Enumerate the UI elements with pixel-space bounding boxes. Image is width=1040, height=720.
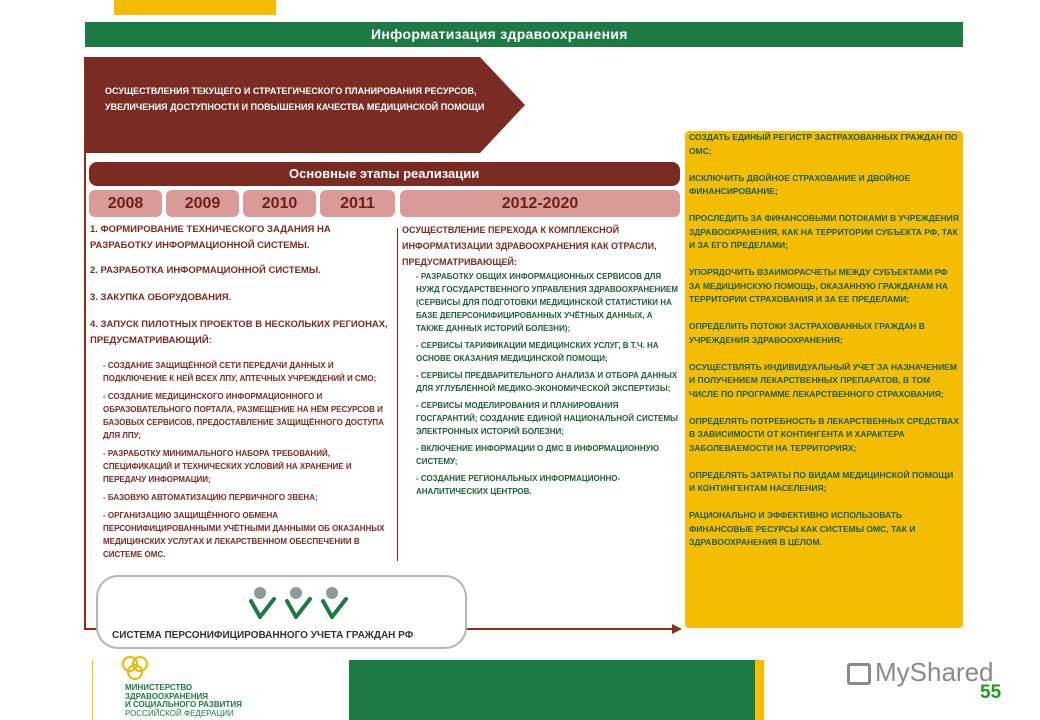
stage-item: 4. ЗАПУСК ПИЛОТНЫХ ПРОЕКТОВ В НЕСКОЛЬКИХ РЕГИОНАХ, ПРЕДУСМАТРИВАЮЩИЙ: <box>90 319 388 346</box>
right-heading: ОСУЩЕСТВЛЕНИЕ ПЕРЕХОДА К КОМПЛЕКСНОЙ ИНФОРМАТИЗАЦИИ ЗДРАВООХРАНЕНИЯ КАК ОТРАСЛИ, ПРЕДУСМАТРИВАЮЩЕЙ: <box>402 225 657 267</box>
goal-item: ИСКЛЮЧИТЬ ДВОЙНОЕ СТРАХОВАНИЕ И ДВОЙНОЕ ФИНАНСИРОВАНИЕ; <box>689 172 911 196</box>
year-2012-2020: 2012-2020 <box>400 190 680 217</box>
year-2009: 2009 <box>166 190 239 217</box>
column-divider <box>397 228 398 561</box>
sub-item: - РАЗРАБОТКУ МИНИМАЛЬНОГО НАБОРА ТРЕБОВАНИЙ, СПЕЦИФИКАЦИЙ И ТЕХНИЧЕСКИХ УСЛОВИЙ НА ХРАНЕНИЕ И ПЕРЕДАЧУ ИНФОРМАЦИИ; <box>103 449 352 484</box>
sub-item: - СЕРВИСЫ ПРЕДВАРИТЕЛЬНОГО АНАЛИЗА И ОТБОРА ДАННЫХ ДЛЯ УГЛУБЛЁННОЙ МЕДИКО-ЭКОНОМИЧЕСКОЙ ЭКСПЕРТИЗЫ; <box>416 371 678 393</box>
sub-item: - СОЗДАНИЕ РЕГИОНАЛЬНЫХ ИНФОРМАЦИОННО-АНАЛИТИЧЕСКИХ ЦЕНТРОВ. <box>416 474 621 496</box>
stage-item: 3. ЗАКУПКА ОБОРУДОВАНИЯ. <box>90 292 232 303</box>
person-icon <box>320 585 350 624</box>
goal-text: ОСУЩЕСТВЛЕНИЯ ТЕКУЩЕГО И СТРАТЕГИЧЕСКОГО ПЛАНИРОВАНИЯ РЕСУРСОВ, УВЕЛИЧЕНИЯ ДОСТУПНОСТИ И ПОВЫШЕНИЯ КАЧЕСТВА МЕДИЦИНСКОЙ ПОМОЩИ <box>105 86 485 112</box>
sub-item: - СЕРВИСЫ МОДЕЛИРОВАНИЯ И ПЛАНИРОВАНИЯ ГОСГАРАНТИЙ; СОЗДАНИЕ ЕДИНОЙ НАЦИОНАЛЬНОЙ СИСТЕМЫ ЭЛЕКТРОННЫХ ИСТОРИЙ БОЛЕЗНИ; <box>416 401 679 436</box>
sub-item: - ОРГАНИЗАЦИЮ ЗАЩИЩЁННОГО ОБМЕНА ПЕРСОНИФИЦИРОВАННЫМИ УЧЁТНЫМИ ДАННЫМИ ОБ ОКАЗАННЫХ МЕДИЦИНСКИХ УСЛУГАХ И ЛЕКАРСТВЕННОМ ОБЕСПЕЧЕНИИ В СИСТЕМЕ ОМС. <box>103 511 385 559</box>
sub-item: - СЕРВИСЫ ТАРИФИКАЦИИ МЕДИЦИНСКИХ УСЛУГ, В Т.Ч. НА ОСНОВЕ ОКАЗАНИЯ МЕДИЦИНСКОЙ ПОМОЩИ; <box>416 341 659 363</box>
goal-item: ОПРЕДЕЛЯТЬ ПОТРЕБНОСТЬ В ЛЕКАРСТВЕННЫХ СРЕДСТВАХ В ЗАВИСИМОСТИ ОТ КОНТИНГЕНТА И ХАРАКТЕРА ЗАБОЛЕВАЕМОСТИ НА ТЕРРИТОРИЯХ; <box>689 415 959 453</box>
flow-arrow-icon <box>672 624 682 634</box>
presentation-icon <box>847 663 871 685</box>
sub-item: - БАЗОВУЮ АВТОМАТИЗАЦИЮ ПЕРВИЧНОГО ЗВЕНА; <box>103 493 318 502</box>
left-stage-column <box>90 222 390 355</box>
goal-item: УПОРЯДОЧИТЬ ВЗАИМОРАСЧЕТЫ МЕЖДУ СУБЪЕКТАМИ РФ ЗА МЕДИЦИНСКУЮ ПОМОЩЬ, ОКАЗАННУЮ ГРАЖДАНАМ НА ТЕРРИТОРИИ СТРАХОВАНИЯ И ЗА ЕЕ ПРЕДЕЛАМИ; <box>689 267 948 304</box>
person-icon <box>284 585 314 624</box>
goal-item: ПРОСЛЕДИТЬ ЗА ФИНАНСОВЫМИ ПОТОКАМИ В УЧРЕЖДЕНИЯ ЗДРАВООХРАНЕНИЯ, КАК НА ТЕРРИТОРИИ СУБЪЕКТА РФ, ТАК И ЗА ЕГО ПРЕДЕЛАМИ; <box>689 213 959 250</box>
goal-item: ОСУЩЕСТВЛЯТЬ ИНДИВИДУАЛЬНЫЙ УЧЕТ ЗА НАЗНАЧЕНИЕМ И ПОЛУЧЕНИЕМ ЛЕКАРСТВЕННЫХ ПРЕПАРАТОВ, В ТОМ ЧИСЛЕ ПО ПРОГРАММЕ ЛЕКАРСТВЕННОГО СТРАХОВАНИЯ; <box>689 361 957 399</box>
watermark-text: MyShared <box>875 657 994 687</box>
footer-yellow-strip <box>755 660 764 720</box>
goals-list <box>689 131 959 563</box>
top-yellow-accent <box>114 0 276 15</box>
year-2010: 2010 <box>243 190 316 217</box>
goal-item: ОПРЕДЕЛИТЬ ПОТОКИ ЗАСТРАХОВАННЫХ ГРАЖДАН В УЧРЕЖДЕНИЯ ЗДРАВООХРАНЕНИЯ; <box>689 321 925 345</box>
stage-item: 1. ФОРМИРОВАНИЕ ТЕХНИЧЕСКОГО ЗАДАНИЯ НА РАЗРАБОТКУ ИНФОРМАЦИОННОЙ СИСТЕМЫ. <box>90 224 331 251</box>
sub-item: - ВКЛЮЧЕНИЕ ИНФОРМАЦИИ О ДМС В ИНФОРМАЦИОННУЮ СИСТЕМУ; <box>416 444 659 466</box>
year-2011: 2011 <box>320 190 395 217</box>
goal-item: СОЗДАТЬ ЕДИНЫЙ РЕГИСТР ЗАСТРАХОВАННЫХ ГРАЖДАН ПО ОМС; <box>689 132 958 156</box>
ministry-line: МИНИСТЕРСТВО <box>125 683 193 692</box>
year-2008: 2008 <box>89 190 162 217</box>
right-stage-column <box>402 222 682 275</box>
ministry-line: И СОЦИАЛЬНОГО РАЗВИТИЯ <box>125 700 242 709</box>
page-number: 55 <box>980 682 1002 703</box>
watermark <box>847 657 994 688</box>
sub-item: - РАЗРАБОТКУ ОБЩИХ ИНФОРМАЦИОННЫХ СЕРВИСОВ ДЛЯ НУЖД ГОСУДАРСТВЕННОГО УПРАВЛЕНИЯ ЗДРАВООХРАНЕНИЕМ (СЕРВИСЫ ДЛЯ ПОДГОТОВКИ МЕДИЦИНСКОЙ СТАТИСТИКИ НА БАЗЕ ДЕПЕРСОНИФИЦИРОВАННЫХ УЧЁТНЫХ ДАННЫХ, А ТАКЖЕ ДАННЫХ ИСТОРИЙ БОЛЕЗНИ); <box>416 272 679 333</box>
stage-item: 2. РАЗРАБОТКА ИНФОРМАЦИОННОЙ СИСТЕМЫ. <box>90 265 321 276</box>
sub-item: - СОЗДАНИЕ МЕДИЦИНСКОГО ИНФОРМАЦИОННОГО И ОБРАЗОВАТЕЛЬНОГО ПОРТАЛА, РАЗМЕЩЕНИЕ НА НЁМ РЕСУРСОВ И БАЗОВЫХ СЕРВИСОВ, ПРЕДОСТАВЛЕНИЕ ЗАЩИЩЁННОГО ДОСТУПА ДЛЯ ЛПУ; <box>103 392 384 440</box>
system-label: СИСТЕМА ПЕРСОНИФИЦИРОВАННОГО УЧЕТА ГРАЖДАН РФ <box>112 630 414 641</box>
goal-item: ОПРЕДЕЛЯТЬ ЗАТРАТЫ ПО ВИДАМ МЕДИЦИНСКОЙ ПОМОЩИ И КОНТИНГЕНТАМ НАСЕЛЕНИЯ; <box>689 469 954 493</box>
goal-item: РАЦИОНАЛЬНО И ЭФФЕКТИВНО ИСПОЛЬЗОВАТЬ ФИНАНСОВЫЕ РЕСУРСЫ КАК СИСТЕМЫ ОМС, ТАК И ЗДРАВООХРАНЕНИЯ В ЦЕЛОМ. <box>689 510 916 547</box>
person-icon <box>248 585 278 624</box>
right-subitems <box>416 270 682 498</box>
ministry-line: РОССИЙСКОЙ ФЕДЕРАЦИИ <box>125 708 234 718</box>
footer-green-block <box>349 660 755 720</box>
stages-header: Основные этапы реализации <box>89 162 680 186</box>
ministry-line: ЗДРАВООХРАНЕНИЯ <box>125 691 208 701</box>
ministry-name <box>125 684 242 718</box>
slide-title: Информатизация здравоохранения <box>85 22 963 47</box>
left-subitems <box>103 359 396 561</box>
footer-divider <box>92 660 93 720</box>
sub-item: - СОЗДАНИЕ ЗАЩИЩЁННОЙ СЕТИ ПЕРЕДАЧИ ДАННЫХ И ПОДКЛЮЧЕНИЕ К НЕЙ ВСЕХ ЛПУ, АПТЕЧНЫХ УЧРЕЖДЕНИЙ И СМО; <box>103 361 377 383</box>
